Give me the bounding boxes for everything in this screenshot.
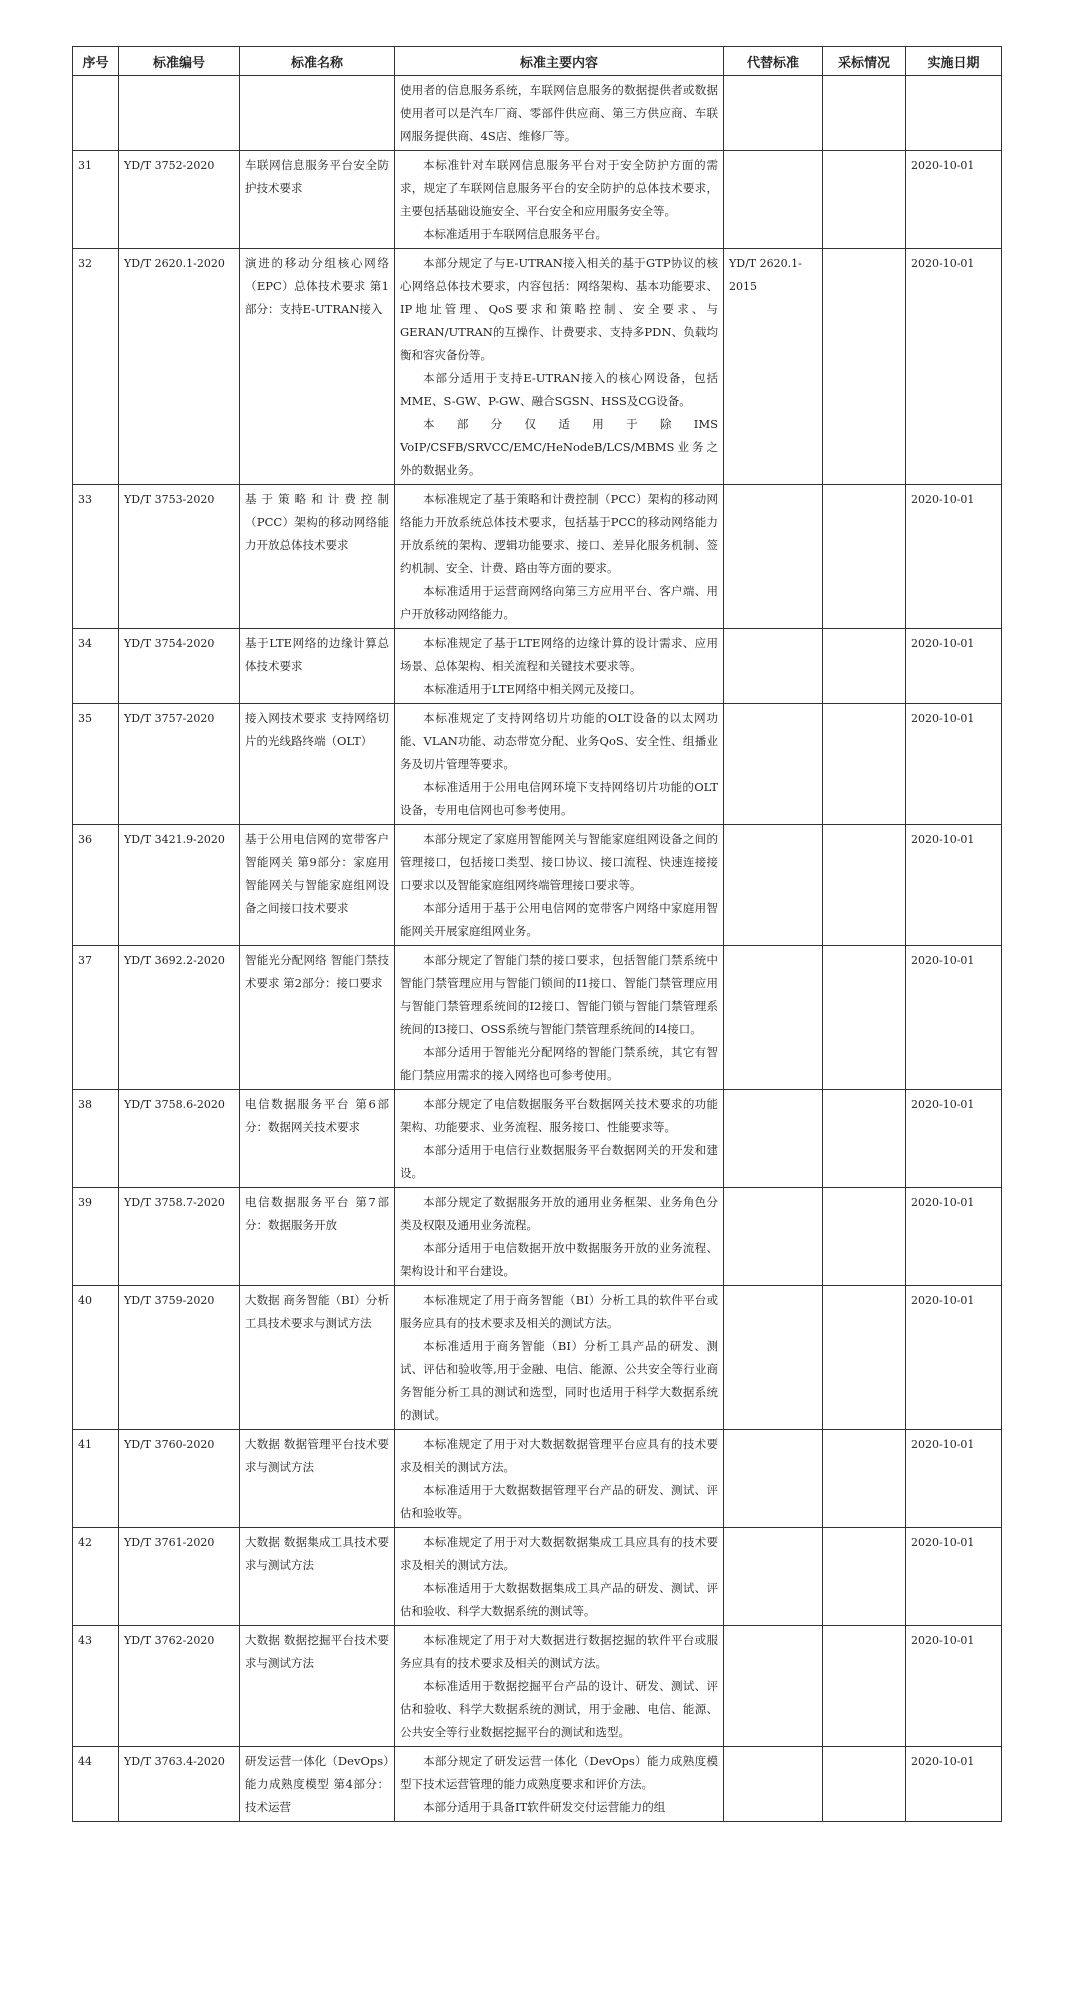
row-standard-code: YD/T 3753-2020	[119, 485, 240, 629]
row-adoption	[823, 249, 906, 485]
row-replaced-standard	[724, 629, 823, 704]
row-standard-code: YD/T 3421.9-2020	[119, 825, 240, 946]
row-replaced-standard	[724, 704, 823, 825]
content-paragraph: 本标准针对车联网信息服务平台对于安全防护方面的需求，规定了车联网信息服务平台的安全防护的总体技术要求，主要包括基础设施安全、平台安全和应用服务安全等。	[400, 158, 718, 218]
header-standard-name: 标准名称	[240, 47, 395, 76]
row-main-content	[395, 1188, 724, 1286]
content-paragraph: 本部分规定了电信数据服务平台数据网关技术要求的功能架构、功能要求、业务流程、服务接口、性能要求等。	[400, 1097, 718, 1134]
content-paragraph: 本标准适用于数据挖掘平台产品的设计、研发、测试、评估和验收、科学大数据系统的测试，用于金融、电信、能源、公共安全等行业数据挖掘平台的测试和选型。	[400, 1679, 718, 1739]
row-adoption	[823, 704, 906, 825]
row-main-content	[395, 1626, 724, 1747]
content-paragraph: 本标准规定了用于对大数据数据集成工具应具有的技术要求及相关的测试方法。	[400, 1535, 718, 1572]
row-implementation-date: 2020-10-01	[906, 704, 1002, 825]
row-adoption	[823, 629, 906, 704]
content-paragraph: 本部分规定了智能门禁的接口要求，包括智能门禁系统中智能门禁管理应用与智能门锁间的I1接口、智能门禁管理应用与智能门禁管理系统间的I2接口、智能门锁与智能门禁管理系统间的I3接口、OSS系统与智能门禁管理系统间的I4接口。	[400, 953, 718, 1036]
row-adoption	[823, 1090, 906, 1188]
content-paragraph: 本部分适用于智能光分配网络的智能门禁系统，其它有智能门禁应用需求的接入网络也可参考使用。	[400, 1045, 718, 1082]
row-implementation-date: 2020-10-01	[906, 1626, 1002, 1747]
row-replaced-standard	[724, 1188, 823, 1286]
row-adoption	[823, 825, 906, 946]
row-adoption	[823, 946, 906, 1090]
row-standard-name: 智能光分配网络 智能门禁技术要求 第2部分：接口要求	[240, 946, 395, 1090]
row-implementation-date: 2020-10-01	[906, 1188, 1002, 1286]
content-paragraph: 本标准适用于商务智能（BI）分析工具产品的研发、测试、评估和验收等,用于金融、电信、能源、公共安全等行业商务智能分析工具的测试和选型，同时也适用于科学大数据系统的测试。	[400, 1339, 718, 1422]
content-paragraph: 本部分适用于支持E-UTRAN接入的核心网设备，包括MME、S-GW、P-GW、融合SGSN、HSS及CG设备。	[400, 371, 718, 408]
row-replaced-standard	[724, 1286, 823, 1430]
row-implementation-date: 2020-10-01	[906, 249, 1002, 485]
row-main-content	[395, 1430, 724, 1528]
row-replaced-standard	[724, 946, 823, 1090]
content-paragraph: 本部分适用于具备IT软件研发交付运营能力的组	[423, 1800, 666, 1814]
table-row	[73, 1747, 1002, 1822]
content-paragraph: 本标准适用于大数据数据管理平台产品的研发、测试、评估和验收等。	[400, 1483, 718, 1520]
row-main-content	[395, 151, 724, 249]
content-paragraph: 本标准规定了用于对大数据数据管理平台应具有的技术要求及相关的测试方法。	[400, 1437, 718, 1474]
row-main-content	[395, 1090, 724, 1188]
content-paragraph: 本部分适用于电信行业数据服务平台数据网关的开发和建设。	[400, 1143, 718, 1180]
header-adoption: 采标情况	[823, 47, 906, 76]
row-main-content	[395, 249, 724, 485]
table-row	[73, 249, 1002, 485]
row-main-content	[395, 1747, 724, 1822]
table-row	[73, 485, 1002, 629]
row-standard-name: 大数据 数据挖掘平台技术要求与测试方法	[240, 1626, 395, 1747]
content-paragraph: 本标准适用于LTE网络中相关网元及接口。	[423, 682, 642, 696]
row-standard-name: 基于公用电信网的宽带客户智能网关 第9部分：家庭用智能网关与智能家庭组网设备之间接口技术要求	[240, 825, 395, 946]
row-serial: 32	[73, 249, 119, 485]
row-standard-name: 大数据 商务智能（BI）分析工具技术要求与测试方法	[240, 1286, 395, 1430]
row-standard-name: 基于策略和计费控制（PCC）架构的移动网络能力开放总体技术要求	[240, 485, 395, 629]
table-row	[73, 825, 1002, 946]
row-serial: 35	[73, 704, 119, 825]
row-standard-code: YD/T 3754-2020	[119, 629, 240, 704]
header-serial: 序号	[73, 47, 119, 76]
content-paragraph: 本标准规定了支持网络切片功能的OLT设备的以太网功能、VLAN功能、动态带宽分配、业务QoS、安全性、组播业务及切片管理等要求。	[400, 711, 718, 771]
row-standard-code: YD/T 3752-2020	[119, 151, 240, 249]
content-paragraph: 本部分规定了数据服务开放的通用业务框架、业务角色分类及权限及通用业务流程。	[400, 1195, 718, 1232]
row-adoption	[823, 1528, 906, 1626]
continuation-text: 使用者的信息服务系统，车联网信息服务的数据提供者或数据使用者可以是汽车厂商、零部件供应商、第三方供应商、车联网服务提供商、4S店、维修厂等。	[400, 83, 718, 143]
row-implementation-date: 2020-10-01	[906, 1747, 1002, 1822]
content-paragraph: 本部分规定了与E-UTRAN接入相关的基于GTP协议的核心网络总体技术要求，内容包括：网络架构、基本功能要求、IP地址管理、QoS要求和策略控制、安全要求、与GERAN/UTRAN的互操作、计费要求、支持多PDN、负载均衡和容灾备份等。	[400, 256, 718, 362]
row-serial: 36	[73, 825, 119, 946]
row-implementation-date: 2020-10-01	[906, 1528, 1002, 1626]
table-row	[73, 946, 1002, 1090]
row-standard-name: 研发运营一体化（DevOps）能力成熟度模型 第4部分：技术运营	[240, 1747, 395, 1822]
row-replaced-standard	[724, 485, 823, 629]
row-replaced-standard	[724, 1626, 823, 1747]
header-implementation-date: 实施日期	[906, 47, 1002, 76]
table-row	[73, 1528, 1002, 1626]
row-implementation-date: 2020-10-01	[906, 1090, 1002, 1188]
row-standard-name: 接入网技术要求 支持网络切片的光线路终端（OLT）	[240, 704, 395, 825]
row-adoption	[823, 1430, 906, 1528]
row-standard-name: 基于LTE网络的边缘计算总体技术要求	[240, 629, 395, 704]
content-paragraph: 本部分仅适用于除IMS VoIP/CSFB/SRVCC/EMC/HeNodeB/LCS/MBMS业务之外的数据业务。	[400, 417, 718, 477]
row-implementation-date: 2020-10-01	[906, 629, 1002, 704]
header-replaced-standard: 代替标准	[724, 47, 823, 76]
header-standard-code: 标准编号	[119, 47, 240, 76]
continuation-row	[73, 76, 1002, 151]
row-serial: 38	[73, 1090, 119, 1188]
table-row	[73, 1626, 1002, 1747]
row-main-content	[395, 485, 724, 629]
row-adoption	[823, 151, 906, 249]
content-paragraph: 本部分适用于基于公用电信网的宽带客户网络中家庭用智能网关开展家庭组网业务。	[400, 901, 718, 938]
row-standard-code: YD/T 3760-2020	[119, 1430, 240, 1528]
row-implementation-date: 2020-10-01	[906, 825, 1002, 946]
content-paragraph: 本标准规定了用于对大数据进行数据挖掘的软件平台或服务应具有的技术要求及相关的测试方法。	[400, 1633, 718, 1670]
content-paragraph: 本标准规定了用于商务智能（BI）分析工具的软件平台或服务应具有的技术要求及相关的测试方法。	[400, 1293, 718, 1330]
row-implementation-date: 2020-10-01	[906, 946, 1002, 1090]
row-standard-code: YD/T 3758.6-2020	[119, 1090, 240, 1188]
row-serial: 37	[73, 946, 119, 1090]
row-standard-code: YD/T 3763.4-2020	[119, 1747, 240, 1822]
row-replaced-standard	[724, 1747, 823, 1822]
row-standard-code: YD/T 3757-2020	[119, 704, 240, 825]
row-main-content	[395, 1528, 724, 1626]
row-standard-code: YD/T 3759-2020	[119, 1286, 240, 1430]
row-adoption	[823, 1626, 906, 1747]
standards-table	[72, 46, 1002, 1822]
row-serial: 41	[73, 1430, 119, 1528]
row-standard-code: YD/T 3692.2-2020	[119, 946, 240, 1090]
row-standard-code: YD/T 3762-2020	[119, 1626, 240, 1747]
content-paragraph: 本标准适用于公用电信网环境下支持网络切片功能的OLT设备，专用电信网也可参考使用。	[400, 780, 718, 817]
row-main-content	[395, 629, 724, 704]
row-serial: 44	[73, 1747, 119, 1822]
table-row	[73, 1188, 1002, 1286]
row-serial: 33	[73, 485, 119, 629]
row-standard-name: 车联网信息服务平台安全防护技术要求	[240, 151, 395, 249]
row-serial: 31	[73, 151, 119, 249]
standards-table-page	[72, 46, 1001, 1822]
row-standard-name: 大数据 数据集成工具技术要求与测试方法	[240, 1528, 395, 1626]
row-replaced-standard	[724, 1430, 823, 1528]
row-standard-name: 大数据 数据管理平台技术要求与测试方法	[240, 1430, 395, 1528]
row-serial: 43	[73, 1626, 119, 1747]
row-adoption	[823, 485, 906, 629]
content-paragraph: 本标准适用于大数据数据集成工具产品的研发、测试、评估和验收、科学大数据系统的测试等。	[400, 1581, 718, 1618]
row-replaced-standard: YD/T 2620.1-2015	[724, 249, 823, 485]
content-paragraph: 本标准规定了基于LTE网络的边缘计算的设计需求、应用场景、总体架构、相关流程和关键技术要求等。	[400, 636, 718, 673]
table-row	[73, 1090, 1002, 1188]
content-paragraph: 本标准适用于运营商网络向第三方应用平台、客户端、用户开放移动网络能力。	[400, 584, 718, 621]
row-serial: 39	[73, 1188, 119, 1286]
row-adoption	[823, 1286, 906, 1430]
row-main-content	[395, 704, 724, 825]
table-row	[73, 704, 1002, 825]
row-implementation-date: 2020-10-01	[906, 151, 1002, 249]
row-serial: 42	[73, 1528, 119, 1626]
table-row	[73, 1286, 1002, 1430]
row-main-content	[395, 946, 724, 1090]
row-replaced-standard	[724, 1090, 823, 1188]
row-main-content	[395, 1286, 724, 1430]
row-implementation-date: 2020-10-01	[906, 1286, 1002, 1430]
header-main-content: 标准主要内容	[395, 47, 724, 76]
row-replaced-standard	[724, 1528, 823, 1626]
row-adoption	[823, 1747, 906, 1822]
row-standard-code: YD/T 3758.7-2020	[119, 1188, 240, 1286]
row-replaced-standard	[724, 825, 823, 946]
row-serial: 34	[73, 629, 119, 704]
table-row	[73, 151, 1002, 249]
row-standard-code: YD/T 3761-2020	[119, 1528, 240, 1626]
row-implementation-date: 2020-10-01	[906, 485, 1002, 629]
row-main-content	[395, 825, 724, 946]
table-row	[73, 1430, 1002, 1528]
content-paragraph: 本标准规定了基于策略和计费控制（PCC）架构的移动网络能力开放系统总体技术要求，包括基于PCC的移动网络能力开放系统的架构、逻辑功能要求、接口、差异化服务机制、签约机制、安全、计费、路由等方面的要求。	[400, 492, 718, 575]
content-paragraph: 本标准适用于车联网信息服务平台。	[423, 227, 607, 241]
row-standard-name: 电信数据服务平台 第6部分：数据网关技术要求	[240, 1090, 395, 1188]
row-serial: 40	[73, 1286, 119, 1430]
row-standard-name: 演进的移动分组核心网络（EPC）总体技术要求 第1部分：支持E-UTRAN接入	[240, 249, 395, 485]
row-adoption	[823, 1188, 906, 1286]
row-replaced-standard	[724, 151, 823, 249]
row-standard-code: YD/T 2620.1-2020	[119, 249, 240, 485]
table-header-row	[73, 47, 1002, 76]
row-implementation-date: 2020-10-01	[906, 1430, 1002, 1528]
content-paragraph: 本部分适用于电信数据开放中数据服务开放的业务流程、架构设计和平台建设。	[400, 1241, 718, 1278]
content-paragraph: 本部分规定了研发运营一体化（DevOps）能力成熟度模型下技术运营管理的能力成熟度要求和评价方法。	[400, 1754, 718, 1791]
row-standard-name: 电信数据服务平台 第7部分：数据服务开放	[240, 1188, 395, 1286]
content-paragraph: 本部分规定了家庭用智能网关与智能家庭组网设备之间的管理接口，包括接口类型、接口协议、接口流程、快速连接接口要求以及智能家庭组网终端管理接口要求等。	[400, 832, 718, 892]
table-row	[73, 629, 1002, 704]
